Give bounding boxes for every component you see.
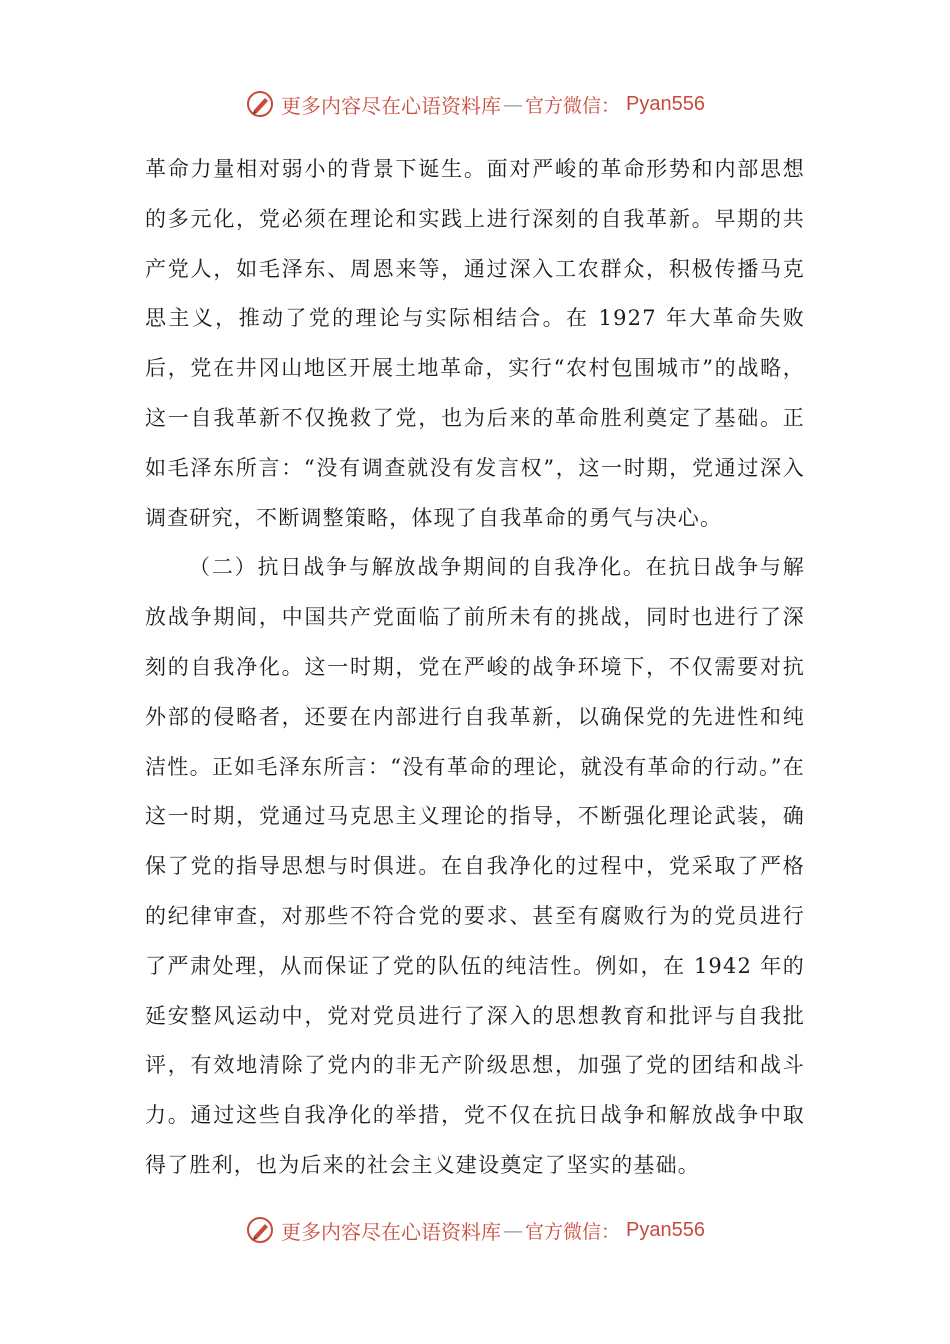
watermark-wechat-label: 官方微信：	[525, 94, 621, 117]
footer-watermark	[0, 1210, 950, 1250]
watermark-wechat-id: Pyan556	[626, 1218, 705, 1241]
pen-logo-icon	[245, 1215, 275, 1245]
pen-logo-icon	[245, 89, 275, 119]
paragraph-1: 革命力量相对弱小的背景下诞生。面对严峻的革命形势和内部思想的多元化，党必须在理论和实践上进行深刻的自我革新。早期的共产党人，如毛泽东、周恩来等，通过深入工农群众，积极传播马克思主义，推动了党的理论与实际相结合。在 1927 年大革命失败后，党在井冈山地区开展土地革命，实行“农村包围城市”的战略，这一自我革新不仅挽救了党，也为后来的革命胜利奠定了基础。正如毛泽东所言：“没有调查就没有发言权”，这一时期，党通过深入调查研究，不断调整策略，体现了自我革命的勇气与决心。	[145, 157, 805, 530]
document-body	[145, 145, 805, 1191]
watermark-wechat-label: 官方微信：	[525, 1220, 621, 1243]
watermark-separator: —	[503, 1218, 523, 1242]
watermark-text: 更多内容尽在心语资料库	[281, 1219, 501, 1244]
watermark-wechat-id: Pyan556	[626, 92, 705, 115]
watermark-text: 更多内容尽在心语资料库	[281, 93, 501, 118]
paragraph-2: （二）抗日战争与解放战争期间的自我净化。在抗日战争与解放战争期间，中国共产党面临了前所未有的挑战，同时也进行了深刻的自我净化。这一时期，党在严峻的战争环境下，不仅需要对抗外部的侵略者，还要在内部进行自我革新，以确保党的先进性和纯洁性。正如毛泽东所言：“没有革命的理论，就没有革命的行动。”在这一时期，党通过马克思主义理论的指导，不断强化理论武装，确保了党的指导思想与时俱进。在自我净化的过程中，党采取了严格的纪律审查，对那些不符合党的要求、甚至有腐败行为的党员进行了严肃处理，从而保证了党的队伍的纯洁性。例如，在 1942 年的延安整风运动中，党对党员进行了深入的思想教育和批评与自我批评，有效地清除了党内的非无产阶级思想，加强了党的团结和战斗力。通过这些自我净化的举措，党不仅在抗日战争和解放战争中取得了胜利，也为后来的社会主义建设奠定了坚实的基础。	[145, 555, 805, 1177]
watermark-separator: —	[503, 92, 523, 116]
header-watermark	[0, 84, 950, 124]
